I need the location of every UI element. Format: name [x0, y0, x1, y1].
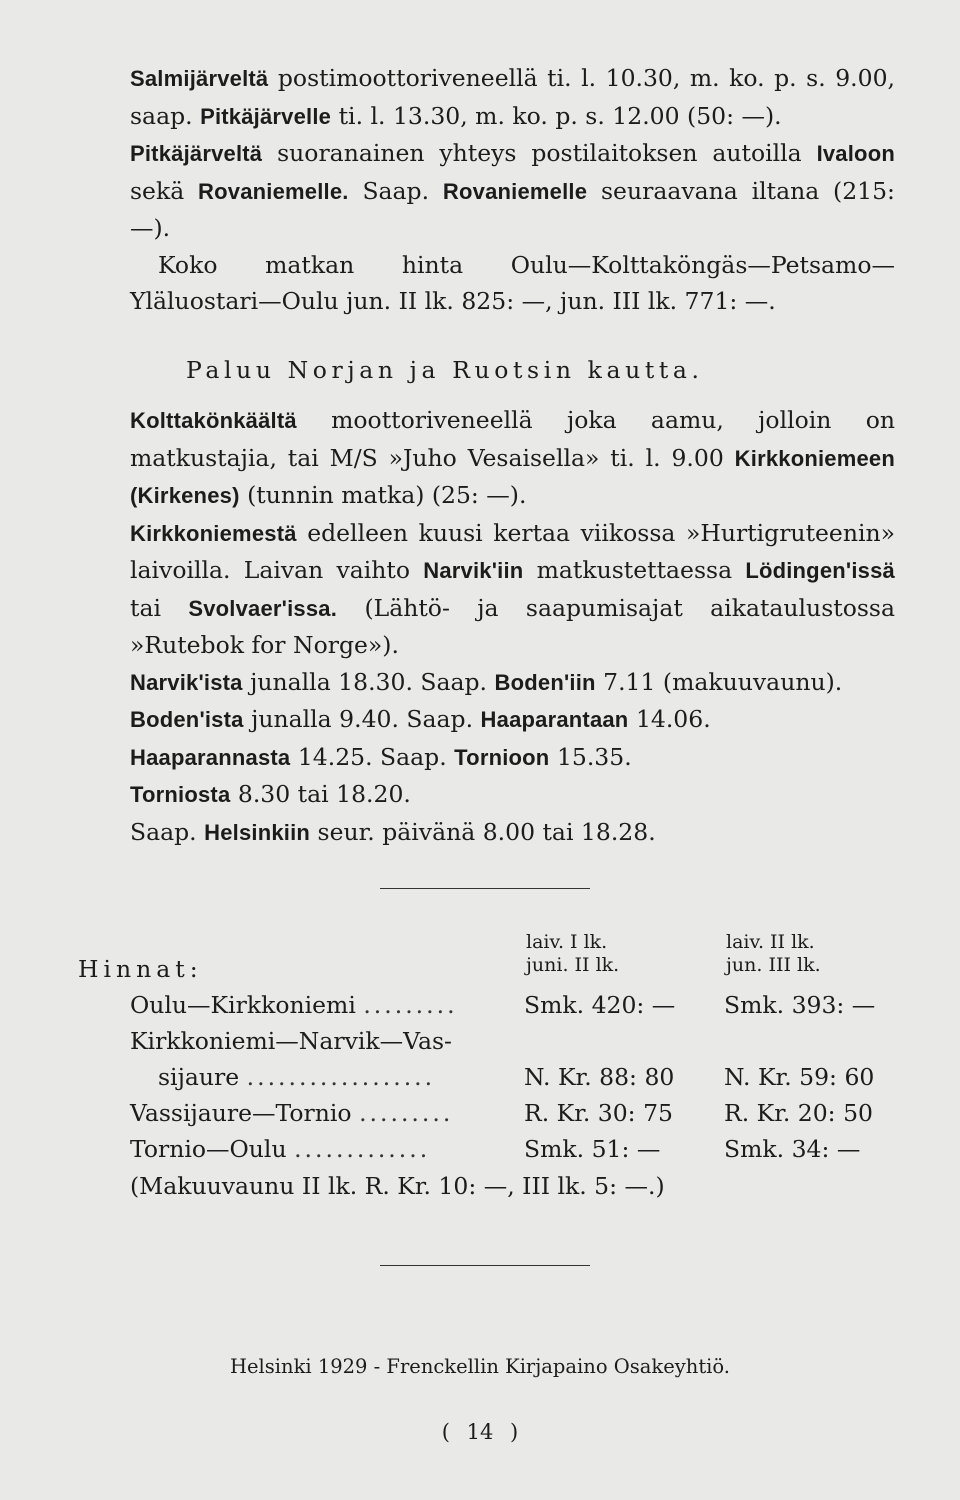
place-kirkkoniemi: Kirkkoniemeen (Kirkenes) [130, 445, 895, 508]
paragraph-pitkajarvi [130, 135, 895, 247]
line-narvik: Narvik'ista junalla 18.30. Saap. Boden'iin 7.11 (makuuvaunu). [130, 667, 843, 696]
prices-label: Hinnat: [78, 955, 203, 983]
column-header-1: laiv. I lk. juni. II lk. [526, 931, 620, 976]
text: Saap. [362, 176, 430, 205]
place-pitkajarvi: Pitkäjärvelle [200, 103, 332, 129]
price-table [78, 925, 898, 1167]
text: seuraavana iltana (215: —). [130, 176, 895, 242]
place-ivalo: Ivaloon [816, 141, 895, 166]
paragraph-total-price: Koko matkan hinta Oulu—Kolttaköngäs—Petsamo—Yläluostari—Oulu jun. II lk. 825: —, jun. III lk. 771: —. [130, 250, 895, 315]
line-helsinki: Saap. Helsinkiin seur. päivänä 8.00 tai 18.28. [130, 817, 656, 846]
table-row: Oulu—Kirkkoniemi ......... Smk. 420: — Smk. 393: — [130, 991, 876, 1019]
section-heading: Paluu Norjan ja Ruotsin kautta. [186, 355, 704, 384]
paragraph-kolttakongas [130, 402, 895, 515]
paragraph-salmijarvi [130, 60, 895, 135]
text: (Lähtö- ja saapumisajat aikataulustossa »Rutebok for Norge»). [130, 593, 895, 659]
table-row: Kirkkoniemi—Narvik—Vas- [130, 1027, 452, 1055]
place-lodingen: Lödingen'issä [745, 558, 895, 583]
divider [380, 1265, 590, 1266]
price-table-header [78, 925, 898, 987]
place-rovaniemi: Rovaniemelle. [198, 178, 349, 204]
table-row: Tornio—Oulu ............. Smk. 51: — Smk. 34: — [130, 1135, 861, 1163]
text: tai [130, 593, 161, 622]
line-haaparanta: Haaparannasta 14.25. Saap. Tornioon 15.35. [130, 742, 632, 771]
sleeper-note: (Makuuvaunu II lk. R. Kr. 10: —, III lk. 5: —.) [130, 1172, 665, 1200]
line-tornio: Torniosta 8.30 tai 18.20. [130, 780, 411, 808]
text: postimoottoriveneellä ti. l. 10.30, m. ko. p. s. 9.00, saap. [130, 64, 895, 130]
travel-text [130, 60, 895, 851]
table-row: sijaure .................. N. Kr. 88: 80 N. Kr. 59: 60 [158, 1063, 875, 1091]
place-narvik: Narvik'iin [423, 558, 524, 583]
place-pitkajarvi-from: Pitkäjärveltä [130, 141, 263, 166]
text: edelleen kuusi kertaa viikossa »Hurtigruteenin» laivoilla. Laivan vaihto [130, 518, 895, 584]
text: moottoriveneellä joka aamu, jolloin on matkustajia, tai M/S »Juho Vesaisella» ti. l. 9.00 [130, 406, 895, 472]
text: (tunnin matka) (25: —). [247, 481, 527, 509]
column-header-2: laiv. II lk. jun. III lk. [726, 931, 821, 976]
place-salmijarvi: Salmijärveltä [130, 66, 269, 91]
place-svolvaer: Svolvaer'issa. [188, 595, 338, 621]
line-boden: Boden'ista junalla 9.40. Saap. Haaparantaan 14.06. [130, 705, 711, 733]
paragraph-kirkkoniemi [130, 515, 895, 664]
text: sekä [130, 176, 185, 205]
printer-footer: Helsinki 1929 - Frenckellin Kirjapaino Osakeyhtiö. [229, 1355, 730, 1378]
place-kirkkoniemi-from: Kirkkoniemestä [130, 520, 297, 546]
place-kolttakongas: Kolttakönkäältä [130, 408, 297, 433]
text: matkustettaessa [536, 556, 733, 584]
table-row: Vassijaure—Tornio ......... R. Kr. 30: 75 R. Kr. 20: 50 [130, 1099, 873, 1127]
place-rovaniemi-arrive: Rovaniemelle [442, 178, 588, 204]
page-number: ( 14 ) [441, 1420, 519, 1444]
divider [380, 888, 590, 889]
text: ti. l. 13.30, m. ko. p. s. 12.00 (50: —). [338, 101, 782, 130]
text: suoranainen yhteys postilaitoksen autoilla [277, 139, 802, 167]
